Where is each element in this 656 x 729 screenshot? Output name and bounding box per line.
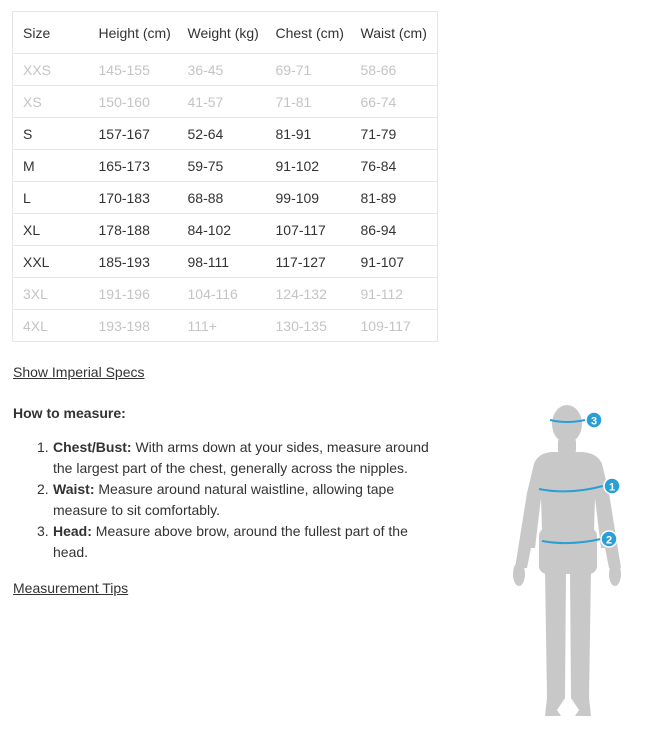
cell-height: 145-155 (99, 54, 188, 86)
cell-weight: 59-75 (188, 150, 276, 182)
table-row (13, 278, 438, 310)
table-row (13, 150, 438, 182)
cell-height: 157-167 (99, 118, 188, 150)
table-row (13, 182, 438, 214)
cell-weight: 52-64 (188, 118, 276, 150)
step-term: Chest/Bust: (53, 439, 132, 455)
cell-size: L (13, 182, 99, 214)
cell-weight: 98-111 (188, 246, 276, 278)
step-text: Measure above brow, around the fullest part of the head. (53, 523, 408, 560)
table-row (13, 214, 438, 246)
cell-size: M (13, 150, 99, 182)
cell-waist: 76-84 (361, 150, 438, 182)
cell-height: 185-193 (99, 246, 188, 278)
cell-chest: 99-109 (276, 182, 361, 214)
cell-size: XXS (13, 54, 99, 86)
measure-steps-list (13, 437, 438, 563)
table-row (13, 118, 438, 150)
cell-size: 3XL (13, 278, 99, 310)
cell-height: 165-173 (99, 150, 188, 182)
cell-size: 4XL (13, 310, 99, 342)
cell-waist: 86-94 (361, 214, 438, 246)
cell-weight: 36-45 (188, 54, 276, 86)
cell-size: XXL (13, 246, 99, 278)
cell-weight: 84-102 (188, 214, 276, 246)
cell-chest: 91-102 (276, 150, 361, 182)
step-term: Head: (53, 523, 92, 539)
cell-size: S (13, 118, 99, 150)
marker-3-icon (586, 412, 602, 428)
marker-1-label: 1 (608, 481, 616, 494)
marker-3-label: 3 (590, 415, 598, 428)
show-imperial-specs-link[interactable]: Show Imperial Specs (13, 364, 145, 380)
table-header-row (13, 12, 438, 54)
how-to-measure-heading: How to measure: (13, 405, 126, 421)
cell-waist: 81-89 (361, 182, 438, 214)
measurement-tips-link[interactable]: Measurement Tips (13, 580, 129, 596)
column-header-chest: Chest (cm) (276, 12, 361, 54)
cell-weight: 104-116 (188, 278, 276, 310)
cell-waist: 58-66 (361, 54, 438, 86)
cell-chest: 124-132 (276, 278, 361, 310)
body-measurement-figure (505, 398, 635, 722)
step-term: Waist: (53, 481, 95, 497)
cell-height: 193-198 (99, 310, 188, 342)
cell-chest: 71-81 (276, 86, 361, 118)
list-item (13, 437, 438, 479)
size-chart-table (12, 11, 438, 342)
cell-weight: 41-57 (188, 86, 276, 118)
table-row (13, 310, 438, 342)
marker-2-icon (601, 531, 617, 547)
cell-height: 150-160 (99, 86, 188, 118)
cell-weight: 111+ (188, 310, 276, 342)
column-header-size: Size (13, 12, 99, 54)
cell-size: XS (13, 86, 99, 118)
cell-chest: 69-71 (276, 54, 361, 86)
marker-2-label: 2 (605, 534, 613, 547)
list-item (13, 521, 438, 563)
column-header-weight: Weight (kg) (188, 12, 276, 54)
cell-chest: 117-127 (276, 246, 361, 278)
cell-chest: 81-91 (276, 118, 361, 150)
cell-size: XL (13, 214, 99, 246)
cell-height: 191-196 (99, 278, 188, 310)
cell-height: 178-188 (99, 214, 188, 246)
step-number: 2. (37, 481, 49, 497)
cell-waist: 91-112 (361, 278, 438, 310)
cell-waist: 71-79 (361, 118, 438, 150)
cell-height: 170-183 (99, 182, 188, 214)
cell-chest: 130-135 (276, 310, 361, 342)
step-number: 3. (37, 523, 49, 539)
step-number: 1. (37, 439, 49, 455)
column-header-waist: Waist (cm) (361, 12, 438, 54)
step-text: With arms down at your sides, measure around the largest part of the chest, generally across the nipples. (53, 439, 429, 476)
cell-waist: 91-107 (361, 246, 438, 278)
table-row (13, 54, 438, 86)
table-row (13, 86, 438, 118)
step-text: Measure around natural waistline, allowing tape measure to sit comfortably. (53, 481, 395, 518)
column-header-height: Height (cm) (99, 12, 188, 54)
cell-waist: 109-117 (361, 310, 438, 342)
marker-1-icon (604, 478, 620, 494)
list-item (13, 479, 438, 521)
cell-chest: 107-117 (276, 214, 361, 246)
body-silhouette (513, 405, 621, 716)
table-row (13, 246, 438, 278)
cell-weight: 68-88 (188, 182, 276, 214)
cell-waist: 66-74 (361, 86, 438, 118)
